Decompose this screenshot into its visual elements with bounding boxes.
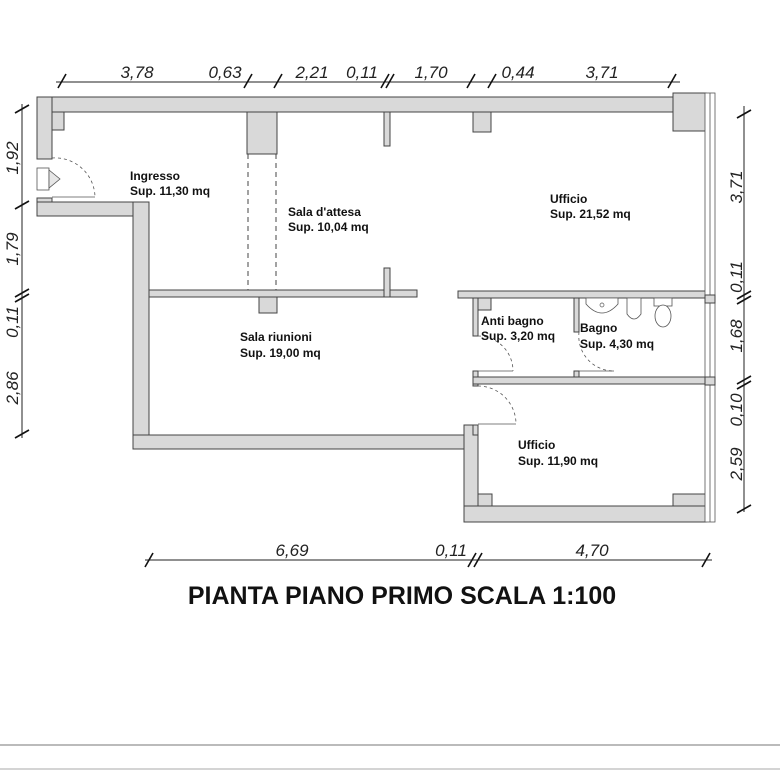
room-bagno-area: Sup. 4,30 mq <box>580 337 655 351</box>
bottom-dimension-line <box>145 541 712 567</box>
room-ingresso-area: Sup. 11,30 mq <box>130 184 211 198</box>
room-bagno-name: Bagno <box>580 321 618 335</box>
room-sala-attesa-name: Sala d'attesa <box>288 205 361 219</box>
room-ufficio-2-area: Sup. 11,90 mq <box>518 454 599 468</box>
dim-top-3: 2,21 <box>295 63 329 82</box>
dim-right-3: 1,68 <box>727 319 746 353</box>
room-sala-riunioni-area: Sup. 19,00 mq <box>240 346 321 360</box>
right-dimension-line <box>727 106 751 513</box>
dim-bottom-3: 4,70 <box>575 541 609 560</box>
bidet-icon <box>627 298 641 319</box>
dim-top-2: 0,63 <box>208 63 242 82</box>
room-anti-bagno-name: Anti bagno <box>481 314 544 328</box>
dim-top-5: 1,70 <box>414 63 448 82</box>
washbasin-icon <box>586 298 618 313</box>
dim-top-6: 0,44 <box>501 63 535 82</box>
dim-left-1: 1,92 <box>3 141 22 175</box>
dim-bottom-1: 6,69 <box>275 541 309 560</box>
room-ufficio-2-name: Ufficio <box>518 438 556 452</box>
room-sala-riunioni-name: Sala riunioni <box>240 330 313 344</box>
plan-title: PIANTA PIANO PRIMO SCALA 1:100 <box>187 582 617 610</box>
toilet-icon <box>655 305 671 327</box>
room-sala-attesa-area: Sup. 10,04 mq <box>288 220 369 234</box>
top-dimension-line <box>56 63 680 88</box>
room-ufficio-1-name: Ufficio <box>550 192 588 206</box>
room-ingresso-name: Ingresso <box>130 169 181 183</box>
dim-left-2: 1,79 <box>3 232 22 266</box>
dim-top-7: 3,71 <box>585 63 619 82</box>
left-dimension-line <box>3 104 29 438</box>
dim-bottom-2: 0,11 <box>435 541 467 560</box>
dim-top-1: 3,78 <box>120 63 154 82</box>
open-partitions <box>248 154 276 290</box>
dim-top-4: 0,11 <box>346 63 378 82</box>
dim-right-2: 0,11 <box>727 261 746 293</box>
dim-left-3: 0,11 <box>3 306 22 338</box>
dim-right-1: 3,71 <box>727 170 746 204</box>
room-ufficio-1-area: Sup. 21,52 mq <box>550 207 631 221</box>
dim-right-5: 2,59 <box>727 447 746 481</box>
room-anti-bagno-area: Sup. 3,20 mq <box>481 329 556 343</box>
dim-right-4: 0,10 <box>727 393 746 427</box>
dim-left-4: 2,86 <box>3 371 22 405</box>
